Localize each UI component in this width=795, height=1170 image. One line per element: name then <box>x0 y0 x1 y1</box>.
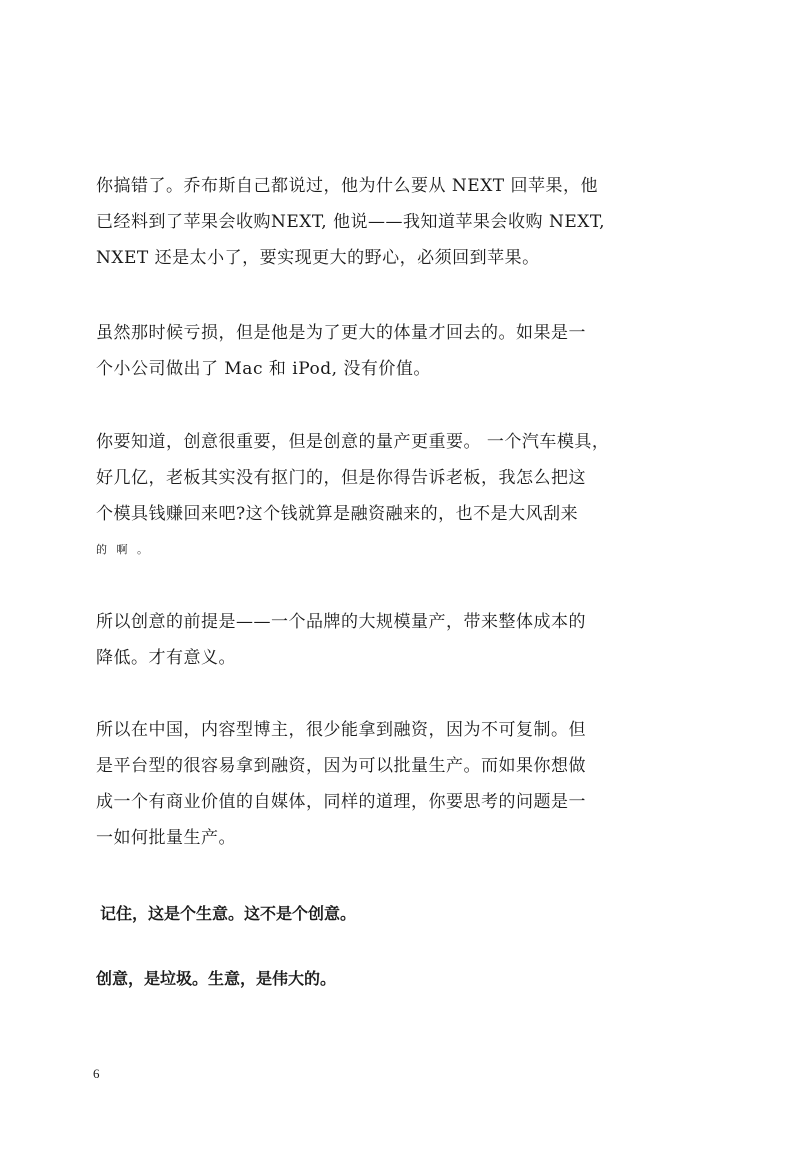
text-line: 虽然那时候亏损，但是他是为了更大的体量才回去的。如果是一 <box>96 323 586 343</box>
paragraph-premise <box>96 604 656 676</box>
text-line: 所以在中国，内容型博主，很少能拿到融资，因为不可复制。但 <box>96 720 586 740</box>
bold-statement-creativity: 创意，是垃圾。生意，是伟大的。 <box>96 969 337 988</box>
text-line: 所以创意的前提是——一个品牌的大规模量产，带来整体成本的 <box>96 612 586 632</box>
text-line: 成一个有商业价值的自媒体，同样的道理，你要思考的问题是一 <box>96 792 586 812</box>
text-line: 个模具钱赚回来吧?这个钱就算是融资融来的，也不是大风刮来 <box>96 504 579 524</box>
text-line: 一如何批量生产。 <box>96 828 236 848</box>
page-number: 6 <box>93 1066 100 1081</box>
paragraph-mass-production <box>96 424 656 568</box>
text-line: 个小公司做出了 Mac 和 iPod, 没有价值。 <box>96 359 431 379</box>
text-line: 的 啊 。 <box>96 543 151 556</box>
text-line: 降低。才有意义。 <box>96 648 236 668</box>
text-line: 是平台型的很容易拿到融资，因为可以批量生产。而如果你想做 <box>96 756 586 776</box>
text-line: 你要知道，创意很重要，但是创意的量产更重要。 一个汽车模具， <box>96 432 610 452</box>
text-line: 你搞错了。乔布斯自己都说过，他为什么要从 NEXT 回苹果，他 <box>96 176 599 196</box>
paragraph-bloggers <box>96 712 656 856</box>
text-line: 好几亿，老板其实没有抠门的，但是你得告诉老板，我怎么把这 <box>96 468 586 488</box>
bold-statement-business: 记住，这是个生意。这不是个创意。 <box>100 904 357 923</box>
text-line: NXET 还是太小了，要实现更大的野心，必须回到苹果。 <box>96 248 540 268</box>
paragraph-scale <box>96 315 656 387</box>
paragraph-jobs-next <box>96 168 656 276</box>
text-line: 已经料到了苹果会收购NEXT, 他说——我知道苹果会收购 NEXT, <box>96 212 606 232</box>
